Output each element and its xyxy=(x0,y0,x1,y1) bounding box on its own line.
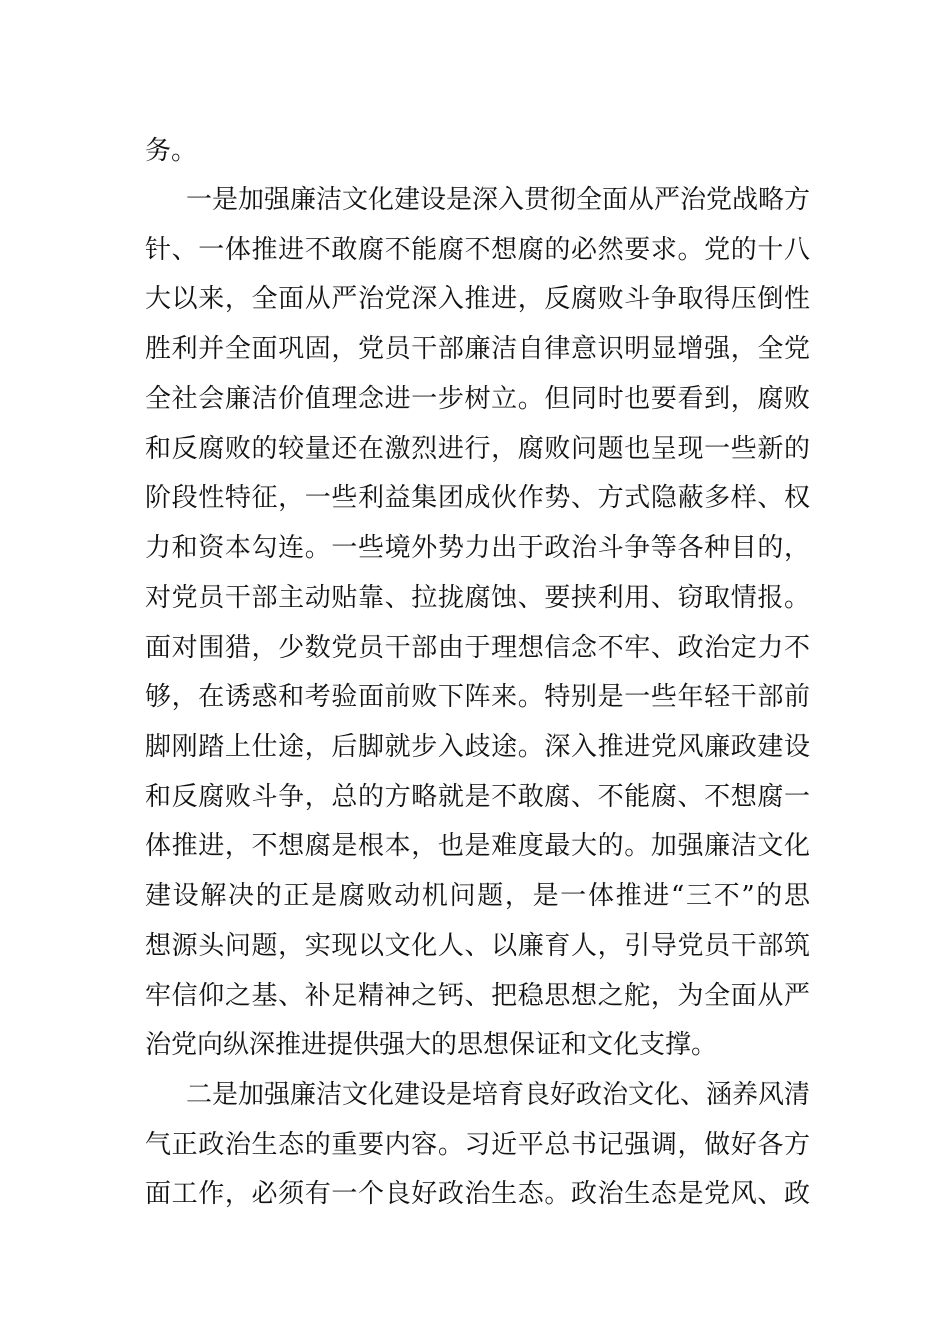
text-line: 想源头问题，实现以文化人、以廉育人，引导党员干部筑 xyxy=(145,931,810,961)
paragraph-first-line: 二是加强廉洁文化建设是培育良好政治文化、涵养风清 xyxy=(186,1080,810,1110)
text-line: 大以来，全面从严治党深入推进，反腐败斗争取得压倒性 xyxy=(145,284,810,314)
text-line: 力和资本勾连。一些境外势力出于政治斗争等各种目的， xyxy=(145,533,810,563)
text-line: 全社会廉洁价值理念进一步树立。但同时也要看到，腐败 xyxy=(145,384,810,414)
text-line: 面对围猎，少数党员干部由于理想信念不牢、政治定力不 xyxy=(145,633,810,663)
text-line: 治党向纵深推进提供强大的思想保证和文化支撑。 xyxy=(145,1030,718,1060)
text-line: 够，在诱惑和考验面前败下阵来。特别是一些年轻干部前 xyxy=(145,682,810,712)
text-line: 气正政治生态的重要内容。习近平总书记强调，做好各方 xyxy=(145,1130,810,1160)
text-line: 针、一体推进不敢腐不能腐不想腐的必然要求。党的十八 xyxy=(145,235,810,265)
text-line: 胜利并全面巩固，党员干部廉洁自律意识明显增强，全党 xyxy=(145,334,810,364)
text-line: 和反腐败的较量还在激烈进行，腐败问题也呈现一些新的 xyxy=(145,434,810,464)
text-line: 体推进，不想腐是根本，也是难度最大的。加强廉洁文化 xyxy=(145,831,810,861)
text-line: 阶段性特征，一些利益集团成伙作势、方式隐蔽多样、权 xyxy=(145,483,810,513)
text-line: 牢信仰之基、补足精神之钙、把稳思想之舵，为全面从严 xyxy=(145,981,810,1011)
text-line: 和反腐败斗争，总的方略就是不敢腐、不能腐、不想腐一 xyxy=(145,782,810,812)
text-line: 务。 xyxy=(145,136,198,166)
text-line: 对党员干部主动贴靠、拉拢腐蚀、要挟利用、窃取情报。 xyxy=(145,583,810,613)
text-line: 脚刚踏上仕途，后脚就步入歧途。深入推进党风廉政建设 xyxy=(145,732,810,762)
paragraph-first-line: 一是加强廉洁文化建设是深入贯彻全面从严治党战略方 xyxy=(186,185,810,215)
text-line: 建设解决的正是腐败动机问题，是一体推进“三不”的思 xyxy=(145,881,810,911)
text-line: 面工作，必须有一个良好政治生态。政治生态是党风、政 xyxy=(145,1179,810,1209)
